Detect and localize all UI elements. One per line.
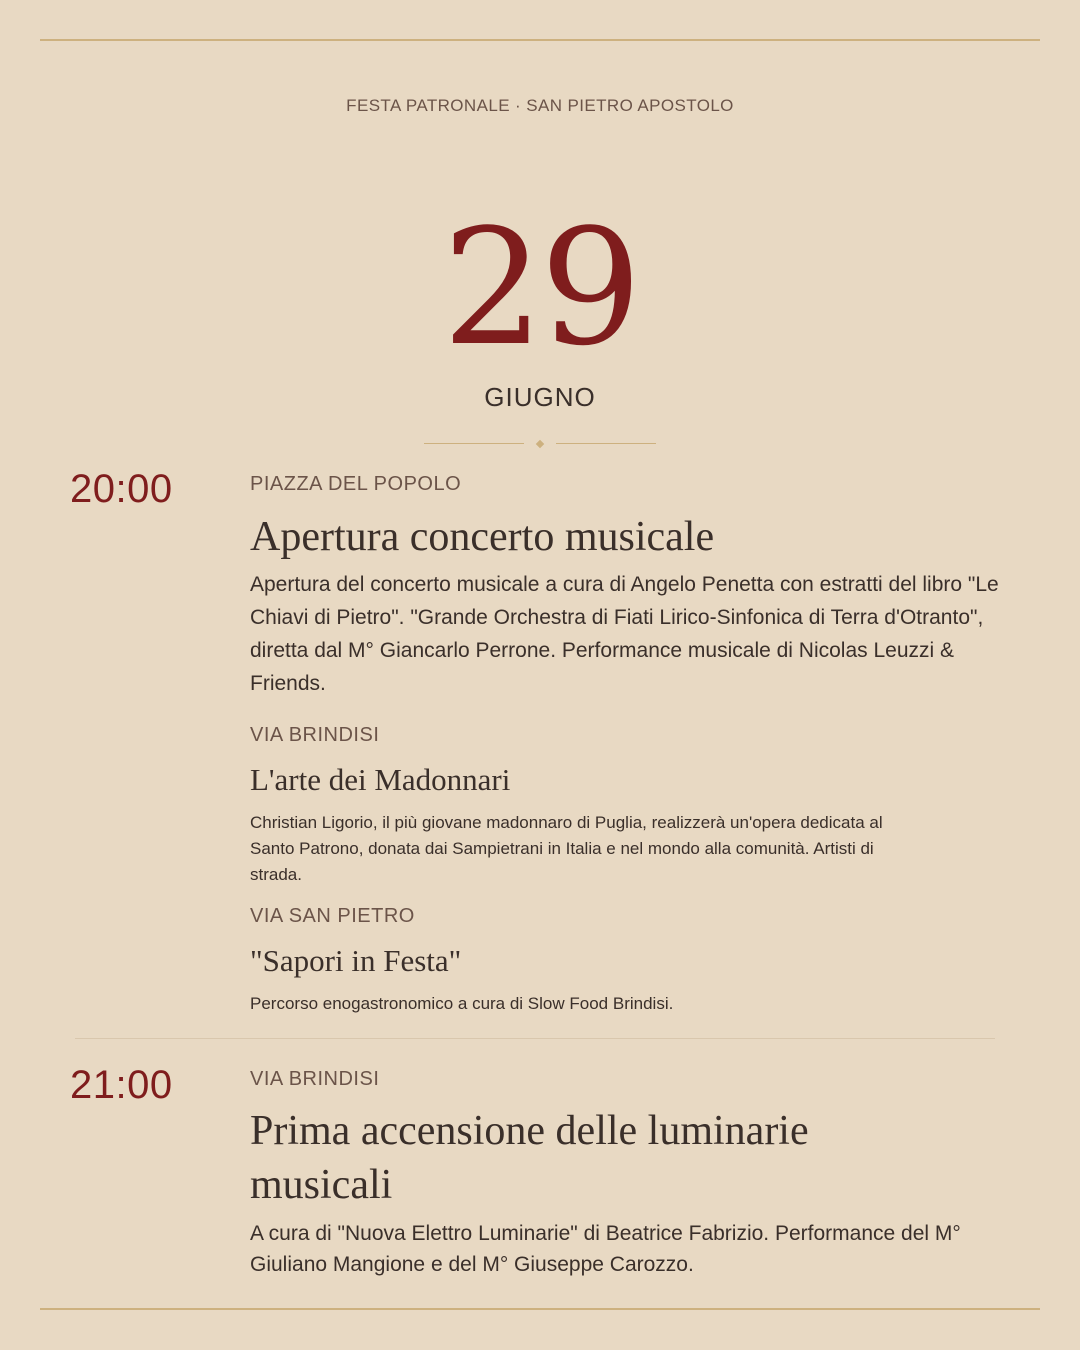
event-title: Apertura concerto musicale: [250, 514, 715, 560]
ornament-line-right: [556, 443, 656, 444]
ornament-line-left: [424, 443, 524, 444]
event-location: VIA SAN PIETRO: [250, 905, 415, 927]
slot-separator: [75, 1038, 995, 1039]
event-title: "Sapori in Festa": [250, 943, 462, 978]
slot-time: 20:00: [70, 467, 173, 511]
slot-time: 21:00: [70, 1063, 173, 1107]
event-title: L'arte dei Madonnari: [250, 762, 511, 797]
bottom-rule: [40, 1308, 1040, 1310]
event-location: PIAZZA DEL POPOLO: [250, 473, 462, 495]
event-description: Apertura del concerto musicale a cura di Angelo Penetta con estratti del libro "Le Chiavi di Pietro". "Grande Orchestra di Fiati Lirico-Sinfonica di Terra d'Otranto", diretta dal M° Giancarlo Perrone. Performance musicale di Nicolas Leuzzi & Friends.: [250, 573, 999, 695]
event-location: VIA BRINDISI: [250, 1068, 380, 1090]
festival-kicker: FESTA PATRONALE · SAN PIETRO APOSTOLO: [346, 96, 734, 115]
event-description: Christian Ligorio, il più giovane madonnaro di Puglia, realizzerà un'opera dedicata al Santo Patrono, donata dai Sampietrani in Italia e nel mondo alla comunità. Artisti di strada.: [250, 813, 883, 884]
event-description: A cura di "Nuova Elettro Luminarie" di Beatrice Fabrizio. Performance del M° Giuliano Mangione e del M° Giuseppe Carozzo.: [250, 1222, 961, 1276]
day-number: 29: [442, 194, 638, 381]
month-label: GIUGNO: [484, 382, 596, 412]
event-description: Percorso enogastronomico a cura di Slow Food Brindisi.: [250, 994, 674, 1013]
ornament-diamond-icon: [536, 440, 544, 448]
top-rule: [40, 39, 1040, 41]
event-title: Prima accensione delle luminarie musicali: [250, 1108, 809, 1208]
event-location: VIA BRINDISI: [250, 724, 380, 746]
